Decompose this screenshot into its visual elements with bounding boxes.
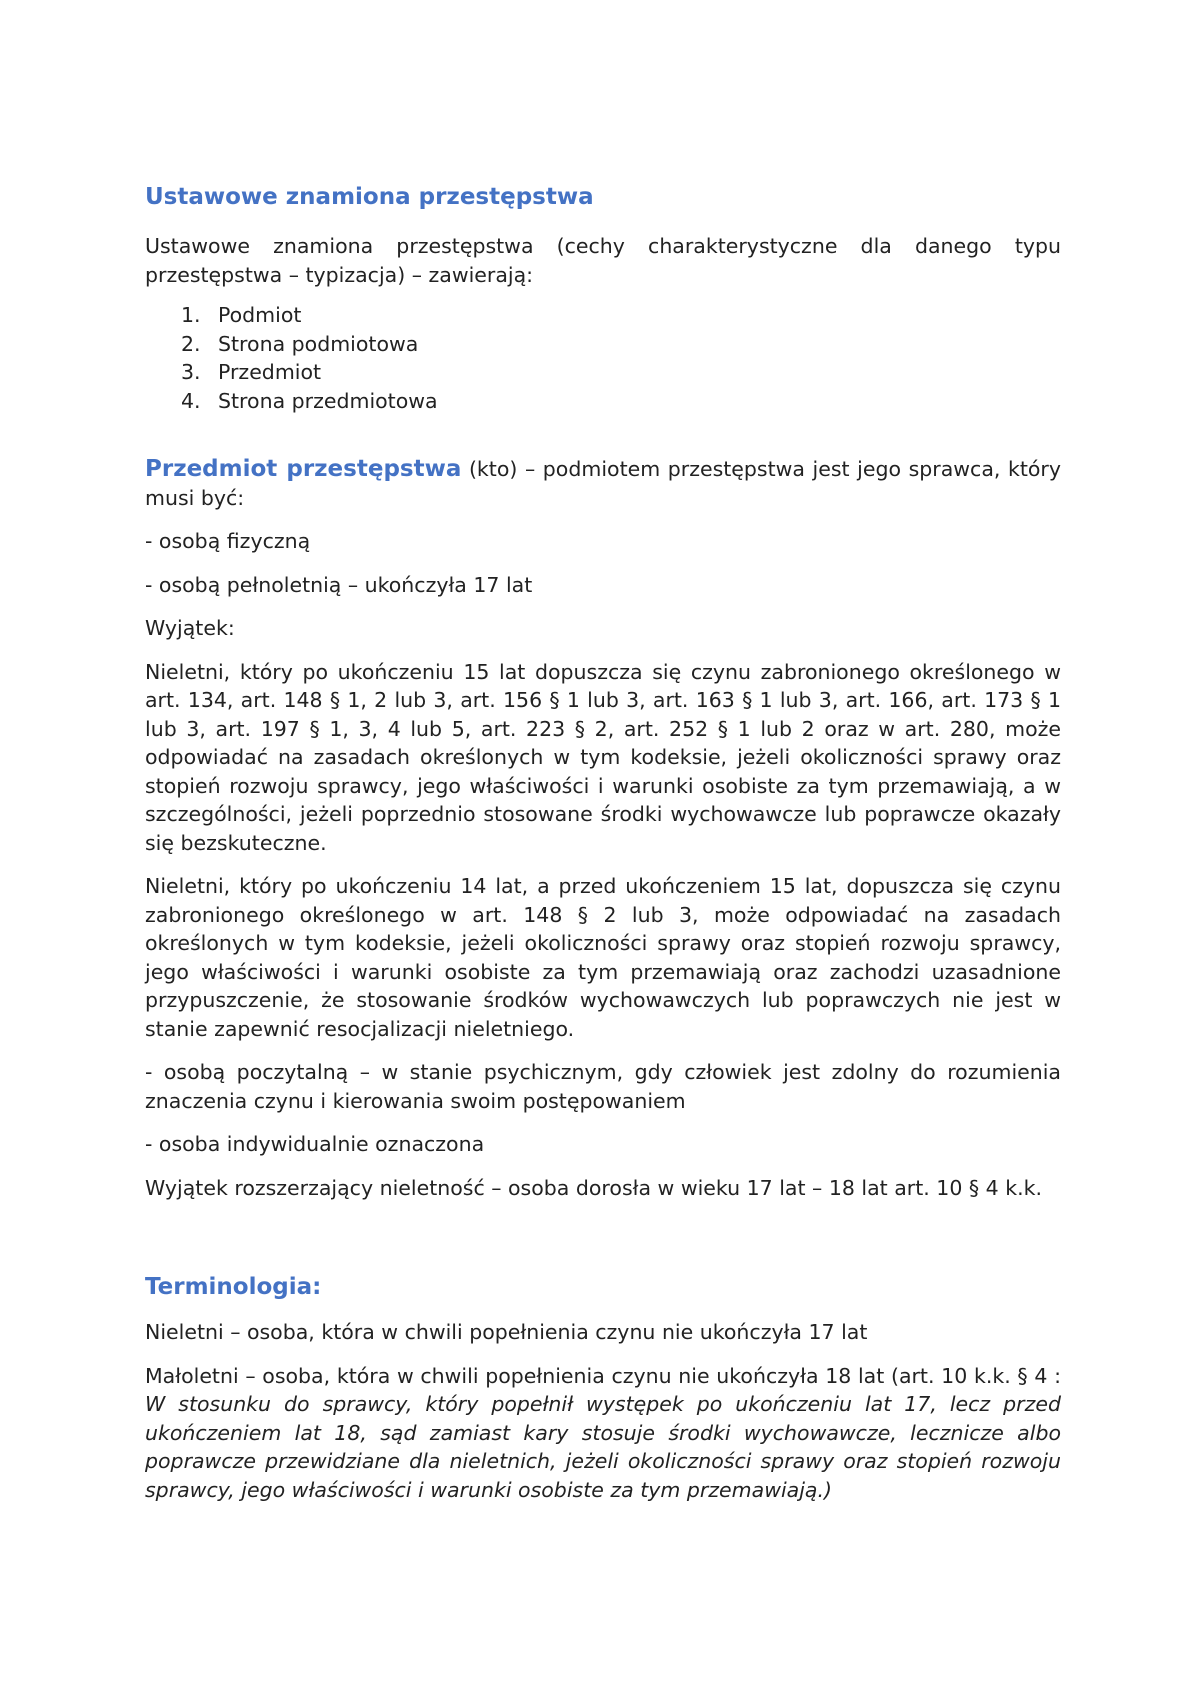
paragraph-wyjatek-rozszerzajacy: Wyjątek rozszerzający nieletność – osoba dorosła w wieku 17 lat – 18 lat art. 10 § 4 k.k. (145, 1175, 1042, 1200)
maloletni-lead: Małoletni – osoba, która w chwili popełnienia czynu nie ukończyła 18 lat (art. 10 k.k. § 4 : (145, 1363, 1061, 1388)
paragraph-nieletni-14: Nieletni, który po ukończeniu 14 lat, a przed ukończeniem 15 lat, dopuszcza się czynu zabronionego określonego w art. 148 § 2 lub 3, może odpowiadać na zasadach określonych w tym kodeksie, jeżeli okoliczności sprawy oraz stopień rozwoju sprawcy, jego właściwości i warunki osobiste za tym przemawiają oraz zachodzi uzasadnione przypuszczenie, że stosowanie środków wychowawczych lub poprawczych nie jest w stanie zapewnić resocjalizacji nieletniego. (145, 874, 1061, 1041)
list-item-label: Strona podmiotowa (218, 331, 419, 356)
heading-ustawowe-znamiona: Ustawowe znamiona przestępstwa (145, 184, 594, 210)
maloletni-quote: W stosunku do sprawcy, który popełnił występek po ukończeniu lat 17, lecz przed ukończeniem lat 18, sąd zamiast kary stosuje środki wychowawcze, lecznicze albo poprawcze przewidziane dla nieletnich, jeżeli okoliczności sprawy oraz stopień rozwoju sprawcy, jego właściwości i warunki osobiste za tym przemawiają.) (145, 1392, 1061, 1502)
paragraph-maloletni-definicja (145, 1362, 1061, 1505)
list-number: 2. (181, 331, 201, 356)
list-number: 1. (181, 303, 201, 327)
list-item (181, 330, 1061, 359)
list-item-label: Przedmiot (218, 360, 322, 384)
elements-list (145, 301, 1061, 415)
intro-paragraph: Ustawowe znamiona przestępstwa (cechy charakterystyczne dla danego typu przestępstwa – typizacja) – zawierają: (145, 234, 1061, 287)
paragraph-osoba-pelnoletnia: - osobą pełnoletnią – ukończyła 17 lat (145, 572, 533, 597)
heading-terminologia: Terminologia: (145, 1274, 322, 1300)
list-item (181, 387, 1061, 416)
paragraph-wyjatek: Wyjątek: (145, 616, 235, 640)
paragraph-osoba-indywidualnie: - osoba indywidualnie oznaczona (145, 1132, 485, 1156)
heading-przedmiot-przestepstwa: Przedmiot przestępstwa (145, 456, 462, 482)
paragraph-osoba-fizyczna: - osobą fizyczną (145, 529, 311, 553)
paragraph-nieletni-15: Nieletni, który po ukończeniu 15 lat dopuszcza się czynu zabronionego określonego w art. 134, art. 148 § 1, 2 lub 3, art. 156 § 1 lub 3, art. 163 § 1 lub 3, art. 166, art. 173 § 1 lub 3, art. 197 § 1, 3, 4 lub 5, art. 223 § 2, art. 252 § 1 lub 2 oraz w art. 280, może odpowiadać na zasadach określonych w tym kodeksie, jeżeli okoliczności sprawy oraz stopień rozwoju sprawcy, jego właściwości i warunki osobiste za tym przemawiają, a w szczególności, jeżeli poprzednio stosowane środki wychowawcze lub poprawcze okazały się bezskuteczne. (145, 659, 1061, 855)
list-item-label: Strona przedmiotowa (218, 388, 438, 413)
document-page (145, 182, 1061, 1504)
paragraph-nieletni-definicja: Nieletni – osoba, która w chwili popełnienia czynu nie ukończyła 17 lat (145, 1320, 868, 1344)
list-item (181, 301, 1061, 330)
list-item-label: Podmiot (218, 303, 302, 327)
list-number: 3. (181, 360, 201, 384)
przedmiot-intro (145, 455, 1061, 512)
paragraph-osoba-poczytalna: - osobą poczytalną – w stanie psychicznym, gdy człowiek jest zdolny do rozumienia znaczenia czynu i kierowania swoim postępowaniem (145, 1060, 1061, 1113)
list-number: 4. (181, 388, 201, 413)
list-item (181, 358, 1061, 387)
przedmiot-intro-text: (kto) – podmiotem przestępstwa jest jego sprawca, który musi być: (145, 457, 1061, 510)
